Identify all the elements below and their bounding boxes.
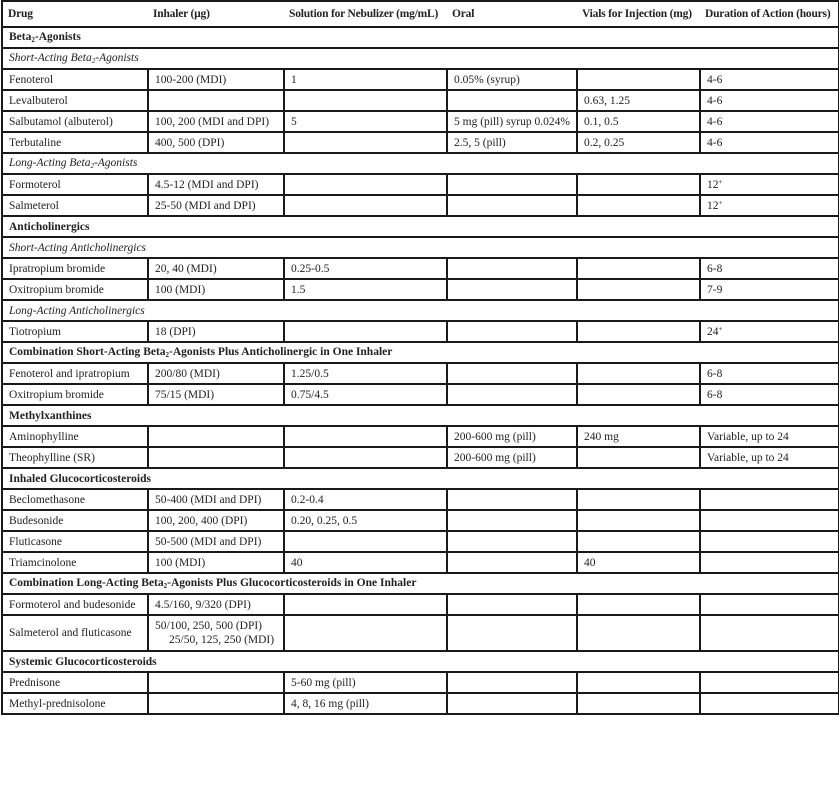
col-header-drug: Drug: [2, 1, 148, 27]
table-row: [2, 279, 839, 300]
table-body: [2, 27, 839, 714]
cell-drug: Oxitropium bromide: [2, 384, 148, 405]
cell-nebulizer: [284, 174, 447, 195]
category-row-label: Anticholinergics: [2, 216, 839, 237]
cell-injection: [577, 531, 700, 552]
subcategory-row-label: Short-Acting Anticholinergics: [2, 237, 839, 258]
cell-injection: [577, 693, 700, 714]
subcategory-row: [2, 153, 839, 174]
cell-oral: [447, 672, 577, 693]
cell-injection: [577, 489, 700, 510]
cell-nebulizer: [284, 615, 447, 651]
cell-drug: Ipratropium bromide: [2, 258, 148, 279]
cell-injection: [577, 447, 700, 468]
cell-nebulizer: 1: [284, 69, 447, 90]
category-row-label: Beta$_2$-Agonists: [2, 27, 839, 48]
cell-duration: [700, 672, 839, 693]
cell-inhaler: 200/80 (MDI): [148, 363, 284, 384]
cell-drug: Terbutaline: [2, 132, 148, 153]
cell-duration: 4-6: [700, 132, 839, 153]
col-header-inhaler: Inhaler (µg): [148, 1, 284, 27]
category-row: [2, 573, 839, 594]
cell-oral: [447, 489, 577, 510]
table-row: [2, 132, 839, 153]
cell-nebulizer: 5: [284, 111, 447, 132]
table-row: [2, 489, 839, 510]
cell-duration: Variable, up to 24: [700, 426, 839, 447]
table-row: [2, 552, 839, 573]
cell-oral: [447, 552, 577, 573]
cell-nebulizer: 0.75/4.5: [284, 384, 447, 405]
cell-nebulizer: 0.2-0.4: [284, 489, 447, 510]
category-row: [2, 342, 839, 363]
table-row: [2, 426, 839, 447]
cell-duration: [700, 693, 839, 714]
cell-drug: Beclomethasone: [2, 489, 148, 510]
cell-oral: [447, 510, 577, 531]
cell-duration: [700, 531, 839, 552]
cell-inhaler: [148, 447, 284, 468]
cell-nebulizer: [284, 447, 447, 468]
subcategory-row-label: Long-Acting Anticholinergics: [2, 300, 839, 321]
cell-injection: [577, 195, 700, 216]
cell-drug: Fenoterol and ipratropium: [2, 363, 148, 384]
cell-oral: [447, 174, 577, 195]
subcategory-row: [2, 48, 839, 69]
cell-duration: [700, 615, 839, 651]
cell-injection: 40: [577, 552, 700, 573]
cell-inhaler: 100-200 (MDI): [148, 69, 284, 90]
cell-duration: 12+: [700, 195, 839, 216]
cell-injection: [577, 321, 700, 342]
cell-drug: Aminophylline: [2, 426, 148, 447]
table-row: [2, 510, 839, 531]
cell-drug: Theophylline (SR): [2, 447, 148, 468]
category-row-label: Methylxanthines: [2, 405, 839, 426]
cell-inhaler: [148, 90, 284, 111]
table-row: [2, 672, 839, 693]
table-row: [2, 363, 839, 384]
cell-oral: [447, 279, 577, 300]
cell-oral: 5 mg (pill) syrup 0.024%: [447, 111, 577, 132]
cell-drug: Fluticasone: [2, 531, 148, 552]
cell-inhaler: 400, 500 (DPI): [148, 132, 284, 153]
cell-nebulizer: [284, 594, 447, 615]
table-row: [2, 258, 839, 279]
cell-oral: 0.05% (syrup): [447, 69, 577, 90]
cell-injection: [577, 174, 700, 195]
cell-duration: 4-6: [700, 69, 839, 90]
cell-drug: Budesonide: [2, 510, 148, 531]
col-header-injection: Vials for Injection (mg): [577, 1, 700, 27]
cell-inhaler: 20, 40 (MDI): [148, 258, 284, 279]
cell-duration: 4-6: [700, 111, 839, 132]
cell-nebulizer: [284, 195, 447, 216]
cell-injection: [577, 594, 700, 615]
cell-drug: Methyl-prednisolone: [2, 693, 148, 714]
cell-duration: [700, 489, 839, 510]
cell-oral: [447, 258, 577, 279]
cell-inhaler: 50-400 (MDI and DPI): [148, 489, 284, 510]
cell-inhaler: 50/100, 250, 500 (DPI) 25/50, 125, 250 (MDI): [148, 615, 284, 651]
subcategory-row-label: Long-Acting Beta$_2$-Agonists: [2, 153, 839, 174]
cell-duration: Variable, up to 24: [700, 447, 839, 468]
cell-oral: [447, 693, 577, 714]
cell-inhaler: 25-50 (MDI and DPI): [148, 195, 284, 216]
header-row: [2, 1, 839, 27]
cell-drug: Salbutamol (albuterol): [2, 111, 148, 132]
cell-inhaler: 100, 200 (MDI and DPI): [148, 111, 284, 132]
category-row-label: Combination Long-Acting Beta$_2$-Agonists Plus Glucocorticosteroids in One Inhaler: [2, 573, 839, 594]
cell-drug: Oxitropium bromide: [2, 279, 148, 300]
table-row: [2, 447, 839, 468]
cell-inhaler: [148, 693, 284, 714]
cell-nebulizer: 40: [284, 552, 447, 573]
cell-nebulizer: 5-60 mg (pill): [284, 672, 447, 693]
table-row: [2, 69, 839, 90]
cell-injection: [577, 672, 700, 693]
cell-drug: Triamcinolone: [2, 552, 148, 573]
cell-oral: [447, 594, 577, 615]
cell-duration: 6-8: [700, 258, 839, 279]
cell-injection: 0.63, 1.25: [577, 90, 700, 111]
cell-oral: 2.5, 5 (pill): [447, 132, 577, 153]
table-row: [2, 174, 839, 195]
table-row: [2, 90, 839, 111]
category-row-label: Systemic Glucocorticosteroids: [2, 651, 839, 672]
col-header-nebulizer: Solution for Nebulizer (mg/mL): [284, 1, 447, 27]
cell-drug: Salmeterol: [2, 195, 148, 216]
table-row: [2, 111, 839, 132]
cell-nebulizer: [284, 531, 447, 552]
category-row-label: Combination Short-Acting Beta$_2$-Agonists Plus Anticholinergic in One Inhaler: [2, 342, 839, 363]
cell-nebulizer: 4, 8, 16 mg (pill): [284, 693, 447, 714]
cell-drug: Tiotropium: [2, 321, 148, 342]
category-row: [2, 216, 839, 237]
cell-inhaler: 100 (MDI): [148, 552, 284, 573]
cell-inhaler: 100, 200, 400 (DPI): [148, 510, 284, 531]
cell-oral: 200-600 mg (pill): [447, 426, 577, 447]
cell-drug: Salmeterol and fluticasone: [2, 615, 148, 651]
cell-duration: [700, 594, 839, 615]
cell-nebulizer: 1.25/0.5: [284, 363, 447, 384]
cell-injection: 0.2, 0.25: [577, 132, 700, 153]
cell-inhaler: 75/15 (MDI): [148, 384, 284, 405]
cell-oral: [447, 363, 577, 384]
cell-nebulizer: 0.25-0.5: [284, 258, 447, 279]
cell-nebulizer: [284, 90, 447, 111]
cell-duration: 12+: [700, 174, 839, 195]
cell-injection: [577, 258, 700, 279]
col-header-duration: Duration of Action (hours): [700, 1, 839, 27]
table-row: [2, 615, 839, 651]
cell-oral: [447, 90, 577, 111]
cell-inhaler: 4.5/160, 9/320 (DPI): [148, 594, 284, 615]
cell-duration: [700, 510, 839, 531]
cell-oral: 200-600 mg (pill): [447, 447, 577, 468]
cell-nebulizer: [284, 132, 447, 153]
cell-oral: [447, 195, 577, 216]
cell-drug: Formoterol and budesonide: [2, 594, 148, 615]
cell-oral: [447, 384, 577, 405]
cell-drug: Prednisone: [2, 672, 148, 693]
cell-duration: [700, 552, 839, 573]
cell-nebulizer: 0.20, 0.25, 0.5: [284, 510, 447, 531]
cell-duration: 4-6: [700, 90, 839, 111]
drug-dosage-table: [1, 0, 839, 715]
table-row: [2, 195, 839, 216]
col-header-oral: Oral: [447, 1, 577, 27]
cell-drug: Formoterol: [2, 174, 148, 195]
category-row: [2, 405, 839, 426]
category-row: [2, 651, 839, 672]
subcategory-row: [2, 237, 839, 258]
cell-inhaler: 50-500 (MDI and DPI): [148, 531, 284, 552]
cell-nebulizer: 1.5: [284, 279, 447, 300]
cell-injection: [577, 69, 700, 90]
category-row-label: Inhaled Glucocorticosteroids: [2, 468, 839, 489]
cell-injection: [577, 384, 700, 405]
table-row: [2, 594, 839, 615]
cell-oral: [447, 615, 577, 651]
cell-drug: Fenoterol: [2, 69, 148, 90]
cell-injection: [577, 363, 700, 384]
cell-injection: 240 mg: [577, 426, 700, 447]
cell-injection: [577, 279, 700, 300]
cell-duration: 6-8: [700, 384, 839, 405]
subcategory-row: [2, 300, 839, 321]
table-row: [2, 531, 839, 552]
cell-nebulizer: [284, 426, 447, 447]
table-row: [2, 384, 839, 405]
cell-inhaler: 100 (MDI): [148, 279, 284, 300]
cell-duration: 24+: [700, 321, 839, 342]
table-row: [2, 321, 839, 342]
cell-duration: 6-8: [700, 363, 839, 384]
subcategory-row-label: Short-Acting Beta$_2$-Agonists: [2, 48, 839, 69]
table-row: [2, 693, 839, 714]
cell-inhaler: [148, 426, 284, 447]
cell-nebulizer: [284, 321, 447, 342]
cell-oral: [447, 531, 577, 552]
category-row: [2, 27, 839, 48]
cell-inhaler: [148, 672, 284, 693]
cell-drug: Levalbuterol: [2, 90, 148, 111]
cell-injection: [577, 510, 700, 531]
cell-inhaler: 4.5-12 (MDI and DPI): [148, 174, 284, 195]
cell-inhaler: 18 (DPI): [148, 321, 284, 342]
cell-injection: [577, 615, 700, 651]
cell-duration: 7-9: [700, 279, 839, 300]
category-row: [2, 468, 839, 489]
cell-oral: [447, 321, 577, 342]
cell-injection: 0.1, 0.5: [577, 111, 700, 132]
